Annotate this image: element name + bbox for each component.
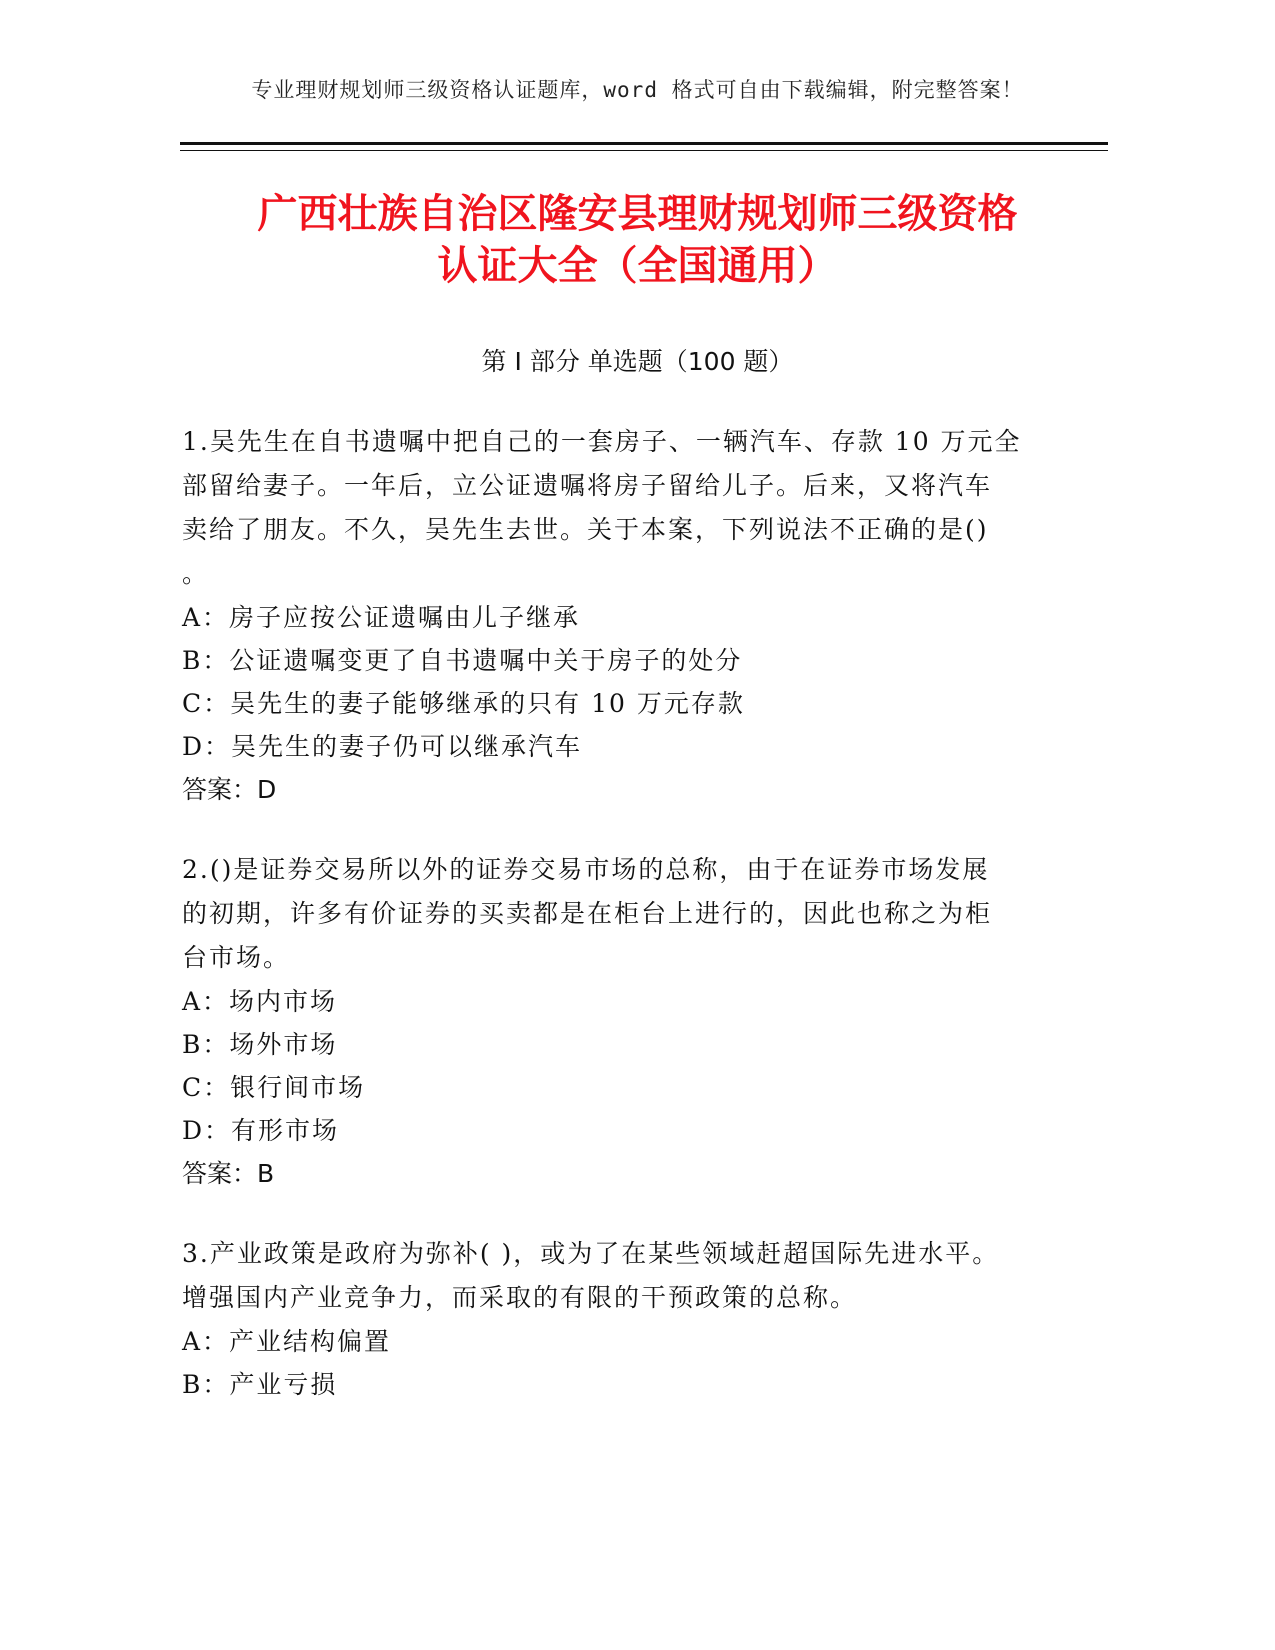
- page-header: 专业理财规划师三级资格认证题库，word 格式可自由下载编辑，附完整答案！: [251, 78, 1024, 102]
- question-1: [182, 420, 1032, 812]
- option-a: A：产业结构偏置: [182, 1327, 392, 1356]
- question-2: [182, 848, 1032, 1196]
- option-a: A：场内市场: [182, 987, 338, 1016]
- option-b: B：公证遗嘱变更了自书遗嘱中关于房子的处分: [182, 646, 743, 675]
- question-stem: [182, 1232, 1032, 1320]
- document-title: [150, 188, 1125, 292]
- option-d: D：吴先生的妻子仍可以继承汽车: [182, 732, 583, 761]
- answer-text: 答案：D: [182, 775, 277, 804]
- title-line: 认证大全（全国通用）: [437, 243, 838, 289]
- title-line: 广西壮族自治区隆安县理财规划师三级资格: [257, 191, 1018, 237]
- section-heading: 第 I 部分 单选题（100 题）: [481, 347, 794, 376]
- stem-line: 2.()是证券交易所以外的证券交易市场的总称，由于在证券市场发展: [182, 855, 990, 884]
- stem-line: 1.吴先生在自书遗嘱中把自己的一套房子、一辆汽车、存款 10 万元全: [182, 427, 1022, 456]
- option-d: D：有形市场: [182, 1116, 340, 1145]
- question-stem: [182, 848, 1032, 980]
- stem-line: 3.产业政策是政府为弥补( )，或为了在某些领域赶超国际先进水平。: [182, 1239, 1000, 1268]
- option-c: C：银行间市场: [182, 1073, 366, 1102]
- answer-text: 答案：B: [182, 1159, 275, 1188]
- option-b: B：场外市场: [182, 1030, 338, 1059]
- stem-line: 增强国内产业竞争力，而采取的有限的干预政策的总称。: [182, 1283, 858, 1312]
- stem-line: 的初期，许多有价证券的买卖都是在柜台上进行的，因此也称之为柜: [182, 899, 993, 928]
- header-rule-thin: [180, 150, 1108, 151]
- option-c: C：吴先生的妻子能够继承的只有 10 万元存款: [182, 689, 745, 718]
- question-list: [182, 420, 1032, 1442]
- option-b: B：产业亏损: [182, 1370, 338, 1399]
- question-3: [182, 1232, 1032, 1406]
- stem-line: 台市场。: [182, 943, 291, 972]
- option-a: A：房子应按公证遗嘱由儿子继承: [182, 603, 581, 632]
- stem-line: 卖给了朋友。不久，吴先生去世。关于本案，下列说法不正确的是(): [182, 515, 989, 544]
- stem-line: 部留给妻子。一年后，立公证遗嘱将房子留给儿子。后来，又将汽车: [182, 471, 993, 500]
- question-stem: [182, 420, 1032, 596]
- stem-line: 。: [182, 559, 210, 588]
- header-rule-thick: [180, 142, 1108, 145]
